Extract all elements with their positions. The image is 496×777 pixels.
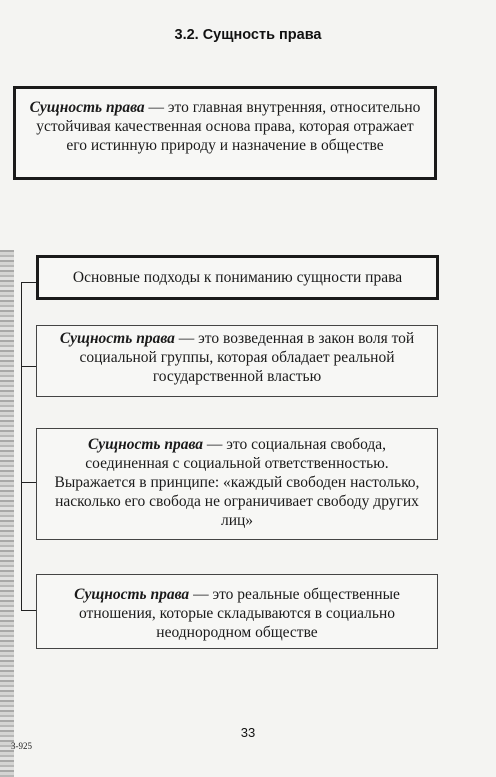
definition-text: — это главная внутренняя, относительно устойчивая качественная основа права, которая отражает его истинную природу и назначение в обществе (36, 99, 421, 154)
definition-box (13, 86, 437, 180)
connector-branch-3 (21, 610, 36, 611)
approach-item (36, 325, 438, 397)
connector-vertical-line (21, 283, 22, 610)
connector-branch-header (21, 282, 36, 283)
approach-term: Сущность права (74, 586, 190, 603)
definition-term: Сущность права (29, 99, 145, 116)
scan-edge-shadow (0, 250, 14, 777)
page-number: 33 (240, 725, 256, 740)
approach-item (36, 428, 438, 540)
approach-text: — это социальная свобода, соединенная с социальной ответственностью. Выражается в принципе: «каждый свободен настолько, насколько его свобода не ограничивает свободу других лиц» (54, 436, 420, 529)
print-code: 3-925 (11, 741, 32, 751)
approach-text: — это реальные общественные отношения, которые складываются в социально неоднородном обществе (79, 586, 400, 641)
section-title: 3.2. Сущность права (174, 27, 322, 43)
approach-term: Сущность права (59, 330, 175, 347)
approach-term: Сущность права (87, 436, 204, 453)
approach-item (36, 574, 438, 649)
approach-text: — это возведенная в закон воля той социальной группы, которая обладает реальной государственной властью (79, 330, 415, 385)
approaches-header: Основные подходы к пониманию сущности права (36, 255, 439, 300)
connector-branch-2 (21, 482, 36, 483)
connector-branch-1 (21, 366, 36, 367)
